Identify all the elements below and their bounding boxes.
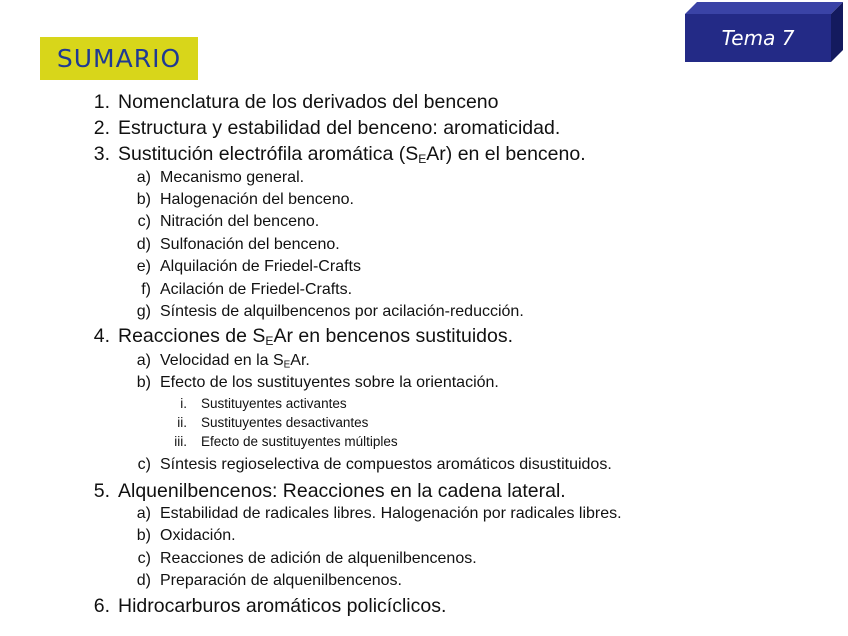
item-text: Síntesis regioselectiva de compuestos aromáticos disustituidos. [160,456,612,473]
outline-item-3 [93,143,586,167]
item-number: g) [136,303,151,320]
item-number: e) [136,258,151,275]
page-title: SUMARIO [56,44,182,73]
item-text: Nitración del benceno. [160,213,320,230]
item-text: Reacciones de $S_EAr$ en bencenos sustituidos. [118,325,514,349]
outline-item-3a [136,169,305,187]
outline-item-4b [136,374,499,392]
outline-item-5b [136,527,236,545]
item-text: Oxidación. [160,527,236,544]
outline-item-3g [136,303,524,321]
item-number: c) [137,550,151,567]
item-text: Reacciones de adición de alquenilbencenos. [160,550,477,567]
item-text: Sulfonación del benceno. [160,236,340,253]
item-number: i. [180,396,187,411]
item-number: c) [137,456,151,473]
item-text: Estructura y estabilidad del benceno: aromaticidad. [118,117,561,139]
item-number: 3. [93,143,110,165]
item-text: Hidrocarburos aromáticos policíclicos. [118,595,447,617]
item-number: 1. [93,91,110,113]
outline-item-5 [93,480,566,503]
item-number: 5. [93,480,110,502]
item-number: c) [137,213,151,230]
item-text: Acilación de Friedel-Crafts. [160,281,353,298]
outline-item-4b-iii [174,434,398,449]
outline-item-4b-i [180,396,347,411]
outline-item-4b-ii [177,415,369,430]
item-text: Velocidad en la $S_EAr$. [160,352,310,371]
outline-item-3f [141,281,353,299]
item-text: Sustitución electrófila aromática $(S_EAr)$ en el benceno. [118,143,586,167]
outline-item-3e [136,258,361,276]
outline-item-4a [136,352,310,371]
item-number: 4. [93,325,110,347]
badge-label: Tema 7 [721,26,795,50]
outline-item-6 [93,595,447,618]
item-number: b) [136,527,151,544]
item-number: b) [136,191,151,208]
item-text: Sustituyentes activantes [201,396,347,411]
item-number: a) [136,169,151,186]
item-text: Alquenilbencenos: Reacciones en la cadena lateral. [118,480,566,502]
outline-item-5c [137,550,477,568]
outline-item-3d [136,236,340,254]
item-number: 6. [93,595,110,617]
item-number: iii. [174,434,187,449]
item-number: ii. [177,415,187,430]
item-text: Halogenación del benceno. [160,191,354,208]
item-number: d) [136,236,151,253]
outline-item-3c [137,213,320,231]
item-text: Alquilación de Friedel-Crafts [160,258,361,275]
outline-item-3b [136,191,354,209]
item-number: d) [136,572,151,589]
item-text: Síntesis de alquilbencenos por acilación-reducción. [160,303,524,320]
item-number: f) [141,281,151,298]
outline-item-1 [93,91,499,114]
outline-item-4c [137,456,612,474]
item-number: a) [136,505,151,522]
item-number: b) [136,374,151,391]
outline-item-2 [93,117,561,140]
item-number: 2. [93,117,110,139]
outline-item-5d [136,572,402,590]
outline-item-5a [136,505,622,523]
item-text: Sustituyentes desactivantes [201,415,369,430]
item-text: Efecto de sustituyentes múltiples [201,434,398,449]
item-number: a) [136,352,151,369]
item-text: Nomenclatura de los derivados del benceno [118,91,499,113]
outline-item-4 [93,325,514,349]
item-text: Efecto de los sustituyentes sobre la orientación. [160,374,499,391]
item-text: Mecanismo general. [160,169,305,186]
item-text: Preparación de alquenilbencenos. [160,572,402,589]
item-text: Estabilidad de radicales libres. Halogenación por radicales libres. [160,505,622,522]
